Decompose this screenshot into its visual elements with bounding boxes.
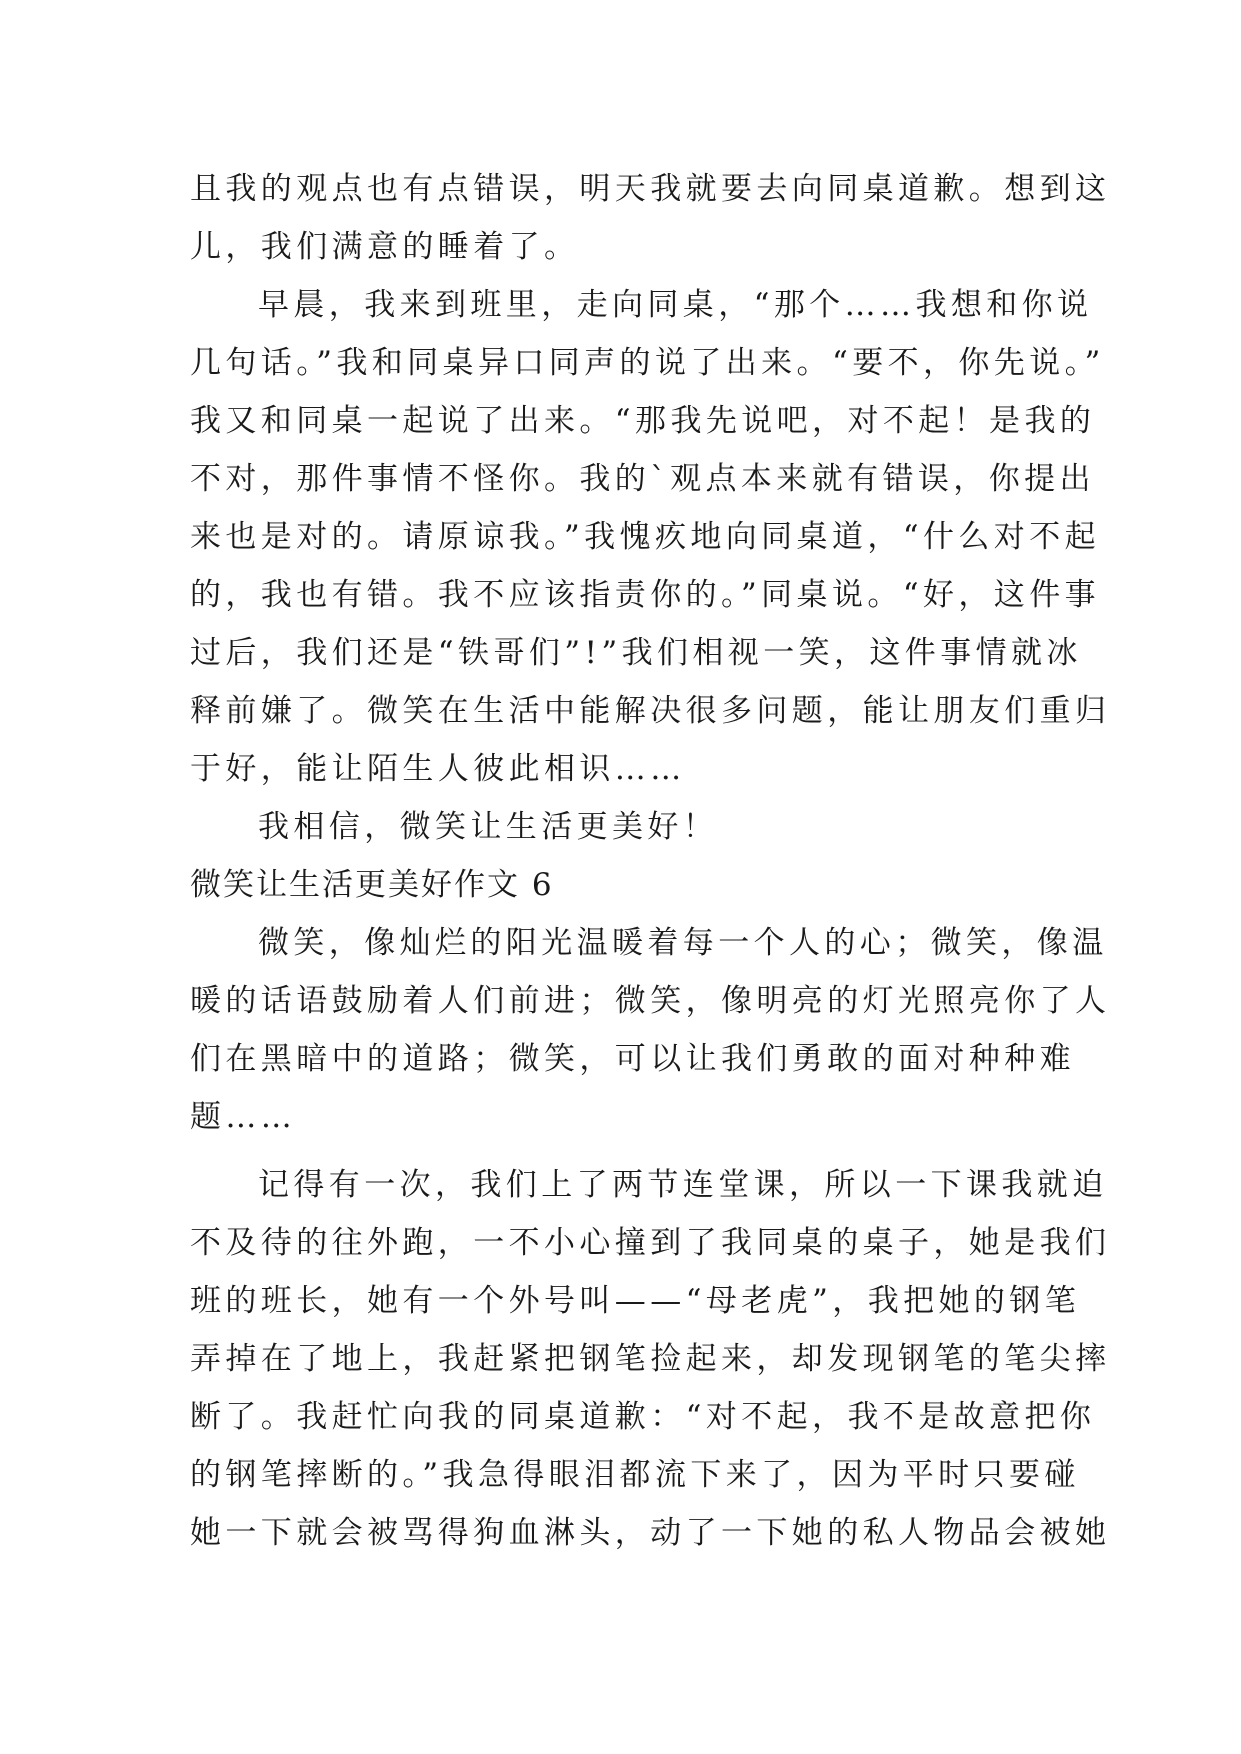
text-line: 她一下就会被骂得狗血淋头，动了一下她的私人物品会被她 [190, 1515, 1111, 1551]
text-line: 班的班长，她有一个外号叫——“母老虎”，我把她的钢笔 [190, 1283, 1081, 1319]
document-body [190, 160, 1111, 1562]
paragraph-gap [190, 1146, 1050, 1156]
section-heading: 微笑让生活更美好作文 6 [190, 867, 554, 903]
text-line: 几句话。”我和同桌异口同声的说了出来。“要不，你先说。” [190, 345, 1105, 381]
text-line: 释前嫌了。微笑在生活中能解决很多问题，能让朋友们重归 [190, 693, 1111, 729]
text-line: 且我的观点也有点错误，明天我就要去向同桌道歉。想到这 [190, 171, 1111, 207]
text-line: 弄掉在了地上，我赶紧把钢笔捡起来，却发现钢笔的笔尖摔 [190, 1341, 1111, 1377]
text-line: 不及待的往外跑，一不小心撞到了我同桌的桌子，她是我们 [190, 1225, 1111, 1261]
text-line: 微笑，像灿烂的阳光温暖着每一个人的心；微笑，像温 [258, 925, 1108, 961]
text-line: 的钢笔摔断的。”我急得眼泪都流下来了，因为平时只要碰 [190, 1457, 1080, 1493]
text-line: 来也是对的。请原谅我。”我愧疚地向同桌道，“什么对不起 [190, 519, 1100, 555]
text-line: 我又和同桌一起说了出来。“那我先说吧，对不起！是我的 [190, 403, 1096, 439]
text-line: 早晨，我来到班里，走向同桌，“那个……我想和你说 [258, 287, 1093, 323]
text-line: 们在黑暗中的道路；微笑，可以让我们勇敢的面对种种难 [190, 1041, 1075, 1077]
text-line: 于好，能让陌生人彼此相识…… [190, 751, 686, 787]
text-line: 的，我也有错。我不应该指责你的。”同桌说。“好，这件事 [190, 577, 1100, 613]
text-line: 题…… [190, 1099, 297, 1135]
text-line: 记得有一次，我们上了两节连堂课，所以一下课我就迫 [258, 1167, 1108, 1203]
text-line: 过后，我们还是“铁哥们”!”我们相视一笑，这件事情就冰 [190, 635, 1082, 671]
text-line: 断了。我赶忙向我的同桌道歉：“对不起，我不是故意把你 [190, 1399, 1096, 1435]
text-line: 我相信，微笑让生活更美好！ [258, 809, 719, 845]
text-line: 不对，那件事情不怪你。我的`观点本来就有错误，你提出 [190, 461, 1095, 497]
text-line: 儿，我们满意的睡着了。 [190, 229, 580, 265]
text-line: 暖的话语鼓励着人们前进；微笑，像明亮的灯光照亮你了人 [190, 983, 1111, 1019]
